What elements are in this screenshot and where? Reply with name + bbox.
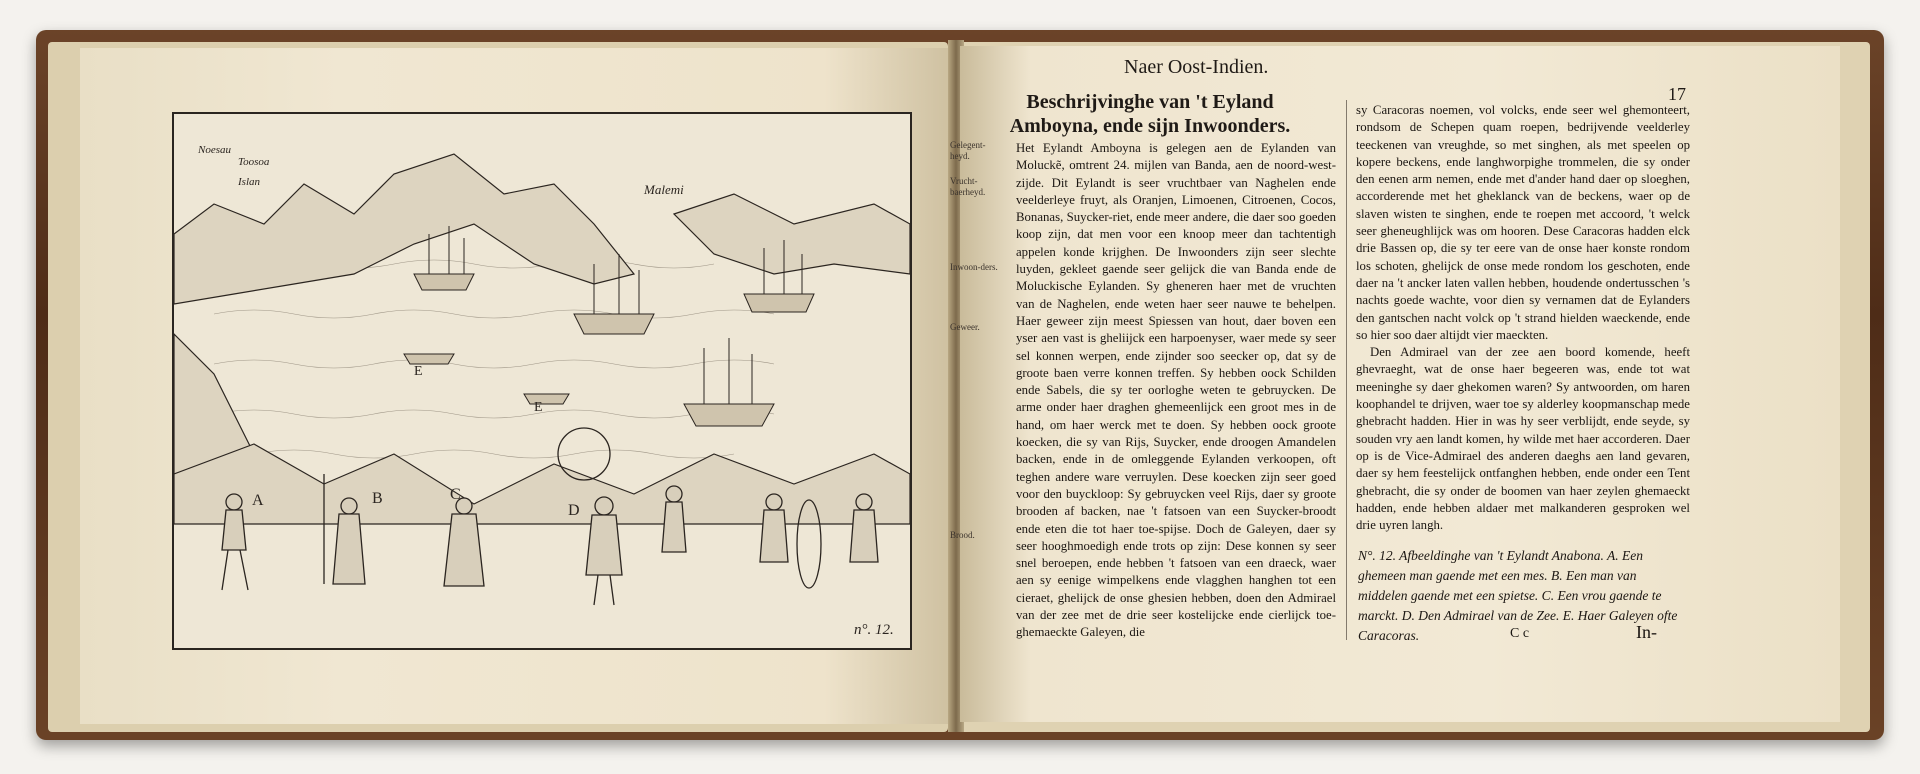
plate-caption: N°. 12. Afbeeldinghe van 't Eylandt Anabona. A. Een ghemeen man gaende met een mes. B. Een man van middelen gaende met een spietse. C. Een vrou gaende te marckt. D. Den Admirael van de Zee. E. Haer Galeyen ofte Caracoras.	[1358, 548, 1678, 643]
place-label-toosoa: Toosoa	[238, 156, 270, 168]
plate-number: n°. 12.	[854, 622, 894, 638]
text-column-1	[1016, 140, 1336, 642]
engraving-plate	[172, 112, 912, 650]
column-2-text-b: Den Admirael van der zee aen boord komende, heeft ghevraeght, wat de onse haer begeeren was, ende tot wat meeninghe sy daer ghekomen waren? Sy antwoorden, om haren koophandel te drijven, waer toe sy alderley koopmanschap mede ghebracht hadden. Hier in was hy seer verblijdt, ende seyde, sy souden vry aen landt komen, hy wilde met haer accorderen. Daer op is de Vice-Admirael des anderen daeghs aen land gevaren, daer sy hem feestelijck ontfanghen hebben, ende onder een Tent ghebracht, die sy onder de boomen van haer zeylen ghemaeckt hadden, ende hebben aldaer met malkanderen gesproken wel drie uyren langh.	[1356, 345, 1690, 533]
place-label-noesau: Noesau	[198, 144, 231, 156]
place-label-islan: Islan	[238, 176, 260, 188]
signature-mark: C c	[1510, 626, 1530, 641]
catchword: In-	[1636, 622, 1657, 642]
engraving-illustration	[174, 114, 910, 648]
margin-note-geweer: Geweer.	[950, 322, 980, 332]
page-number: 17	[1668, 84, 1686, 104]
left-page	[80, 48, 956, 724]
text-column-2	[1356, 102, 1690, 534]
figure-letter-c: C	[450, 486, 461, 503]
figure-letter-e-1: E	[414, 364, 423, 379]
column-divider	[1346, 100, 1347, 640]
place-label-malemi: Malemi	[644, 182, 684, 197]
figure-letter-d: D	[568, 502, 580, 519]
column-1-text: Het Eylandt Amboyna is gelegen aen de Eylanden van Moluckẽ, omtrent 24. mijlen van Banda, aen de noord-west-zijde. Dit Eylandt is seer vruchtbaer van Naghelen ende veelderleye fruyt, als Oranjen, Limoenen, Citroenen, Cocos, Bonanas, Suycker-riet, ende meer andere, die daer soo goeden koop zijn, dat men voor een knoop meer dan tachtentigh appelen konde krijghen. De Inwoonders zijn seer slechte luyden, gekleet gaende seer gelijck die van Banda ende de Moluckische Eylanden. Sy gheneren haer met de vruchten van de Naghelen, ende weten haer seer nauwe te behelpen. Haer geweer zijn meest Spiessen van hout, daer boven een yser aen vast is gheliijck een harpoenyser, waer mede sy seer sel konnen werpen, ende zijnder soo seecker op, dat sy de groote baen verre konnen treffen. Sy hebben oock Schilden ende Sabels, die sy ter oorloghe weten te gebruycken. De arme onder haer draghen ghemeenlijck een groot mes in de hand, om haer werck met te doen. Sy hebben oock groote koecken, die sy van Rijs, Suycker, ende droogen Amandelen backen, ende in de omleggende Eylanden verkoopen, oft teghen andere ware verruylen. Dese koecken zijn seer goed voor den buyckloop: Sy gebruycken veel Rijs, daer sy groote brooden af backen, nae 't fatsoen van een Suycker-broodt ende eten die tot haer toe-spijse. Doch de Galeyen, daer sy seer hooghmoedigh ende trots op zijn: Dese konnen sy seer snel beroepen, ende hebben 't fatsoen van een draeck, waer aen sy eenige wimpelkens ende vlagghen hanghen tot een cieraet, ghelijck de onse ghesien hebben, doen den Admirael van der zee met de drie seer kostelijcke ende cierlijck toe-ghemaeckte Galeyen, die	[1016, 141, 1336, 640]
running-head: Naer Oost-Indien.	[1124, 56, 1269, 78]
margin-note-inwoonders: Inwoon-ders.	[950, 262, 998, 272]
figure-letter-b: B	[372, 490, 383, 507]
chapter-title: Beschrijvinghe van 't Eyland Amboyna, ende sijn Inwoonders.	[1009, 91, 1291, 137]
column-2-text-a: sy Caracoras noemen, vol volcks, ende seer wel ghemonteert, rondsom de Schepen quam roepen, bedrijvende veelderley teeckenen van vreughde, so met singhen, als met speelen op kopere beckens, ende langhworpighe trommelen, die sy onder den eenen arm nemen, ende met d'ander hand daer op sloeghen, accorderende met het gheklanck van de beckens, waer op de slaven wisten te singhen, ende te roepen met accoord, 't welck seer gheneughlijck was om hooren. Dese Caracoras hadden elck drie Bassen op, die sy ter eere van de onse haer konste rondom los schoten, ghelijck de onse mede rondom los geschoten, ende daer na 't ancker laten vallen hebben, houdende ondertusschen 's nachts goede wachte, voor dien sy vernamen dat de Eylanders den gantschen nacht volck op 't strand hielden waeckende, ende so hier soo daer altijdt vier maeckten.	[1356, 103, 1690, 342]
figure-letter-a: A	[252, 492, 264, 509]
margin-note-gelegentheyd: Gelegent-heyd.	[950, 140, 986, 161]
margin-note-brood: Brood.	[950, 530, 975, 540]
figure-letter-e-2: E	[534, 400, 543, 415]
margin-note-vruchtbaerheyd: Vrucht-baerheyd.	[950, 176, 986, 197]
